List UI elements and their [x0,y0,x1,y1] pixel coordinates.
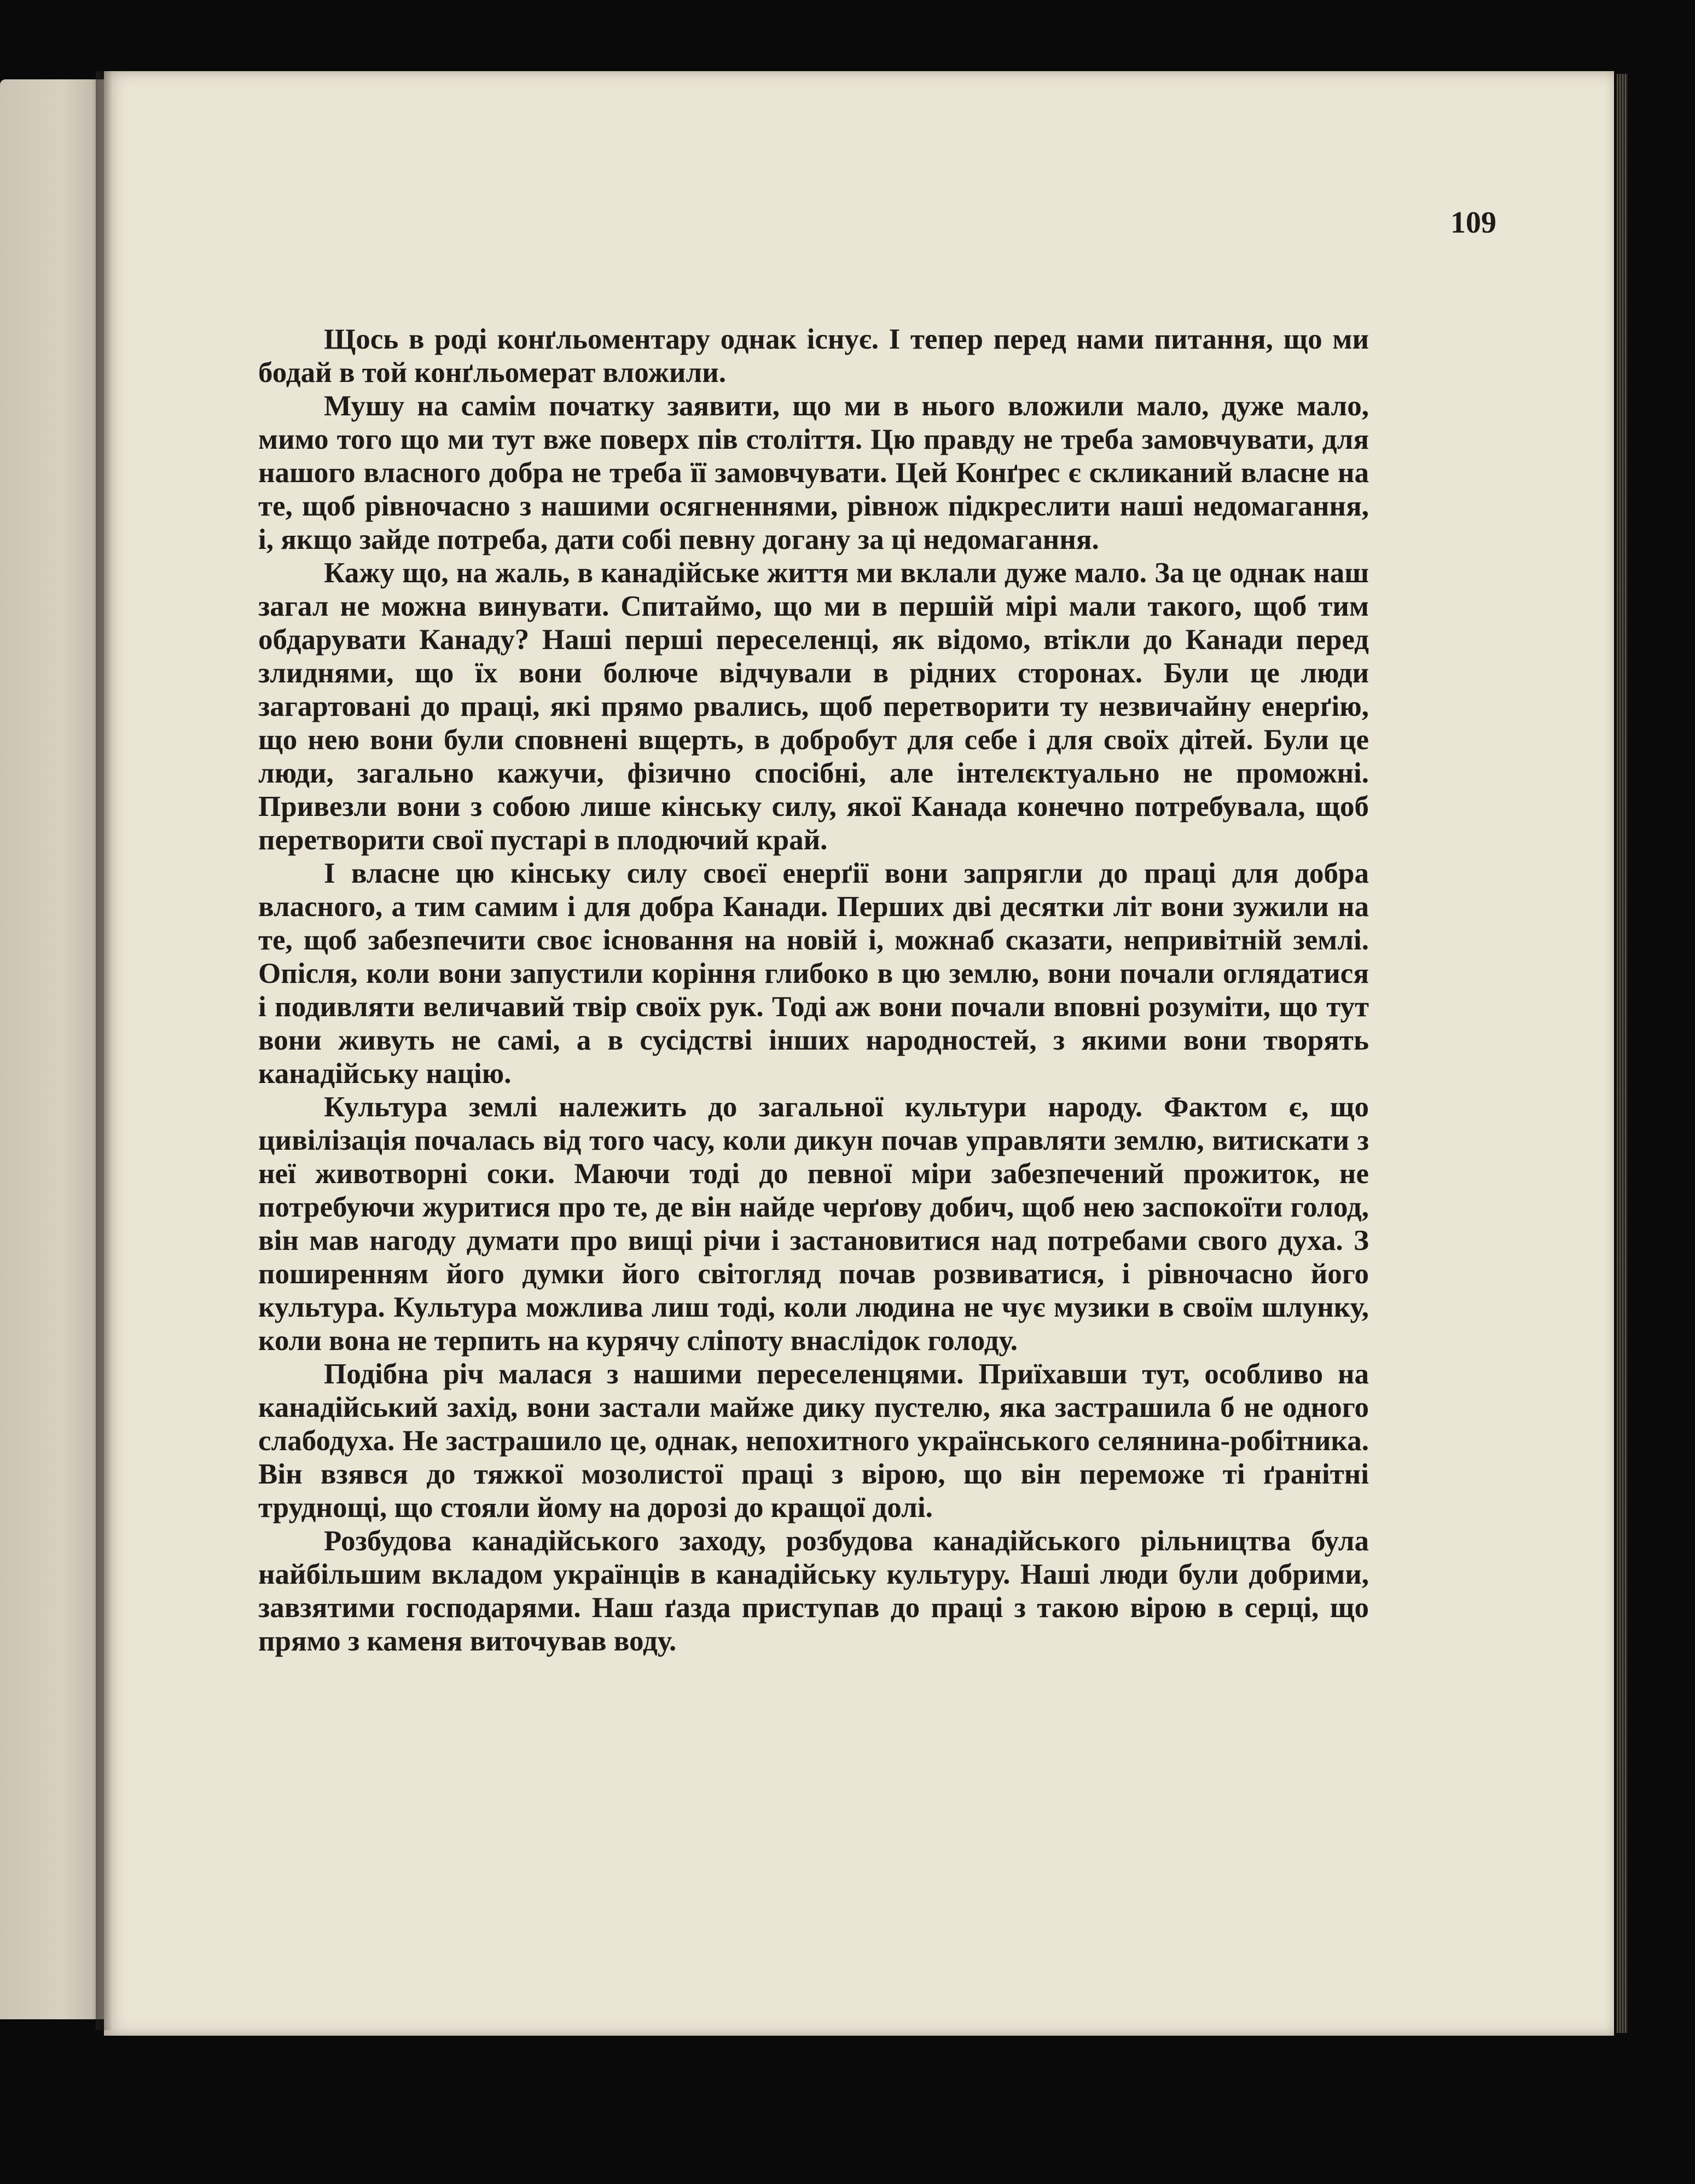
paragraph: Кажу що, на жаль, в канадійське життя ми вклали дуже мало. За це однак наш загал не можна винувати. Спитаймо, що ми в першій мірі мали такого, щоб тим обдарувати Канаду? Наші перші переселенці, як відомо, втікли до Канади перед злиднями, що їх вони болюче відчували в рідних сторонах. Були це люди загартовані до праці, які прямо рвались, щоб перетворити ту незвичайну енерґію, що нею вони були сповнені вщерть, в добробут для себе і для своїх дітей. Були це люди, загально кажучи, фізично спосібні, але інтелєктуально не проможні. Привезли вони з собою лише кінську силу, якої Канада конечно потребувала, щоб перетворити свої пустарі в плодючий край. [258,557,1369,856]
body-text [258,323,1369,1658]
spine-shadow [96,71,112,2030]
page-edge-lines [1617,74,1628,2033]
paragraph: Мушу на самім початку заявити, що ми в нього вложили мало, дуже мало, мимо того що ми тут вже поверх пів століття. Цю правду не треба замовчувати, для нашого власного добра не треба її замовчувати. Цей Конґрес є скликаний власне на те, щоб рівночасно з нашими осягненнями, рівнож підкреслити наші недомагання, і, якщо зайде потреба, дати собі певну догану за ці недомагання. [258,390,1369,555]
paragraph: Культура землі належить до загальної культури народу. Фактом є, що цивілізація почалась від того часу, коли дикун почав управляти землю, витискати з неї животворні соки. Маючи тоді до певної міри забезпечений прожиток, не потребуючи журитися про те, де він найде черґову добич, щоб нею заспокоїти голод, він мав нагоду думати про вищі річи і застановитися над потребами свого духа. З поширенням його думки його світогляд почав розвиватися, і рівночасно його культура. Культура можлива лиш тоді, коли людина не чує музики в своїм шлунку, коли вона не терпить на курячу сліпоту внаслідок голоду. [258,1091,1369,1357]
paragraph: Щось в роді конґльоментару однак існує. І тепер перед нами питання, що ми бодай в той конґльомерат вложили. [258,323,1369,389]
page-number: 109 [1450,206,1496,240]
paragraph: Подібна річ малася з нашими переселенцями. Приїхавши тут, особливо на канадійський захід, вони застали майже дику пустелю, яка застрашила б не одного слабодуха. Не застрашило це, однак, непохитного українського селянина-робітника. Він взявся до тяжкої мозолистої праці з вірою, що він переможе ті ґранітні труднощі, що стояли йому на дорозі до кращої долі. [258,1358,1369,1523]
paragraph: І власне цю кінську силу своєї енерґії вони запрягли до праці для добра власного, а тим самим і для добра Канади. Перших дві десятки літ вони зужили на те, щоб забезпечити своє існовання на новій і, можнаб сказати, непривітній землі. Опісля, коли вони запустили коріння глибоко в цю землю, вони почали оглядатися і подивляти величавий твір своїх рук. Тоді аж вони почали вповні розуміти, що тут вони живуть не самі, а в сусідстві інших народностей, з якими вони творять канадійську націю. [258,858,1369,1090]
paragraph: Розбудова канадійського заходу, розбудова канадійського рільництва була найбільшим вкладом українців в канадійську культуру. Наші люди були добрими, завзятими господарями. Наш ґазда приступав до праці з такою вірою в серці, що прямо з каменя виточував воду. [258,1525,1369,1657]
previous-page-edge [0,79,104,2019]
